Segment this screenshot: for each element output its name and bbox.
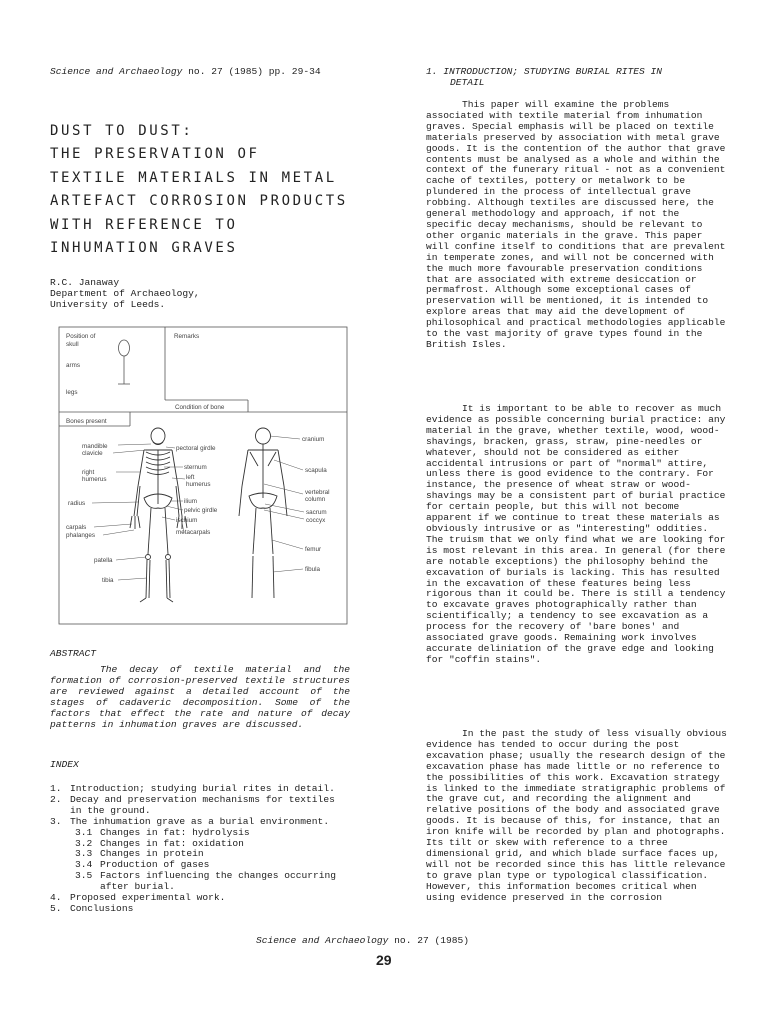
label-scapula: scapula (305, 467, 327, 474)
section-heading-line: 1. INTRODUCTION; STUDYING BURIAL RITES IN (426, 66, 663, 77)
journal-header (50, 67, 321, 78)
label-humerus: humerus (82, 476, 107, 483)
index-item: 4. Proposed experimental work. (50, 892, 226, 904)
author-block (50, 278, 380, 311)
page-footer (256, 936, 469, 947)
index-subitem: 3.5 Factors influencing the changes occurring (75, 870, 337, 882)
title-line: TEXTILE MATERIALS IN METAL (50, 169, 337, 186)
label-phalanges: phalanges (66, 532, 96, 539)
label-ilium: ilium (184, 498, 197, 505)
label-femur: femur (305, 546, 322, 553)
label-sacrum: sacrum (306, 509, 327, 516)
author-university: University of Leeds. (50, 298, 166, 310)
label-radius: radius (68, 500, 86, 507)
label-left-humerus: humerus (186, 481, 211, 488)
body-paragraph-1: This paper will examine the problems associated with textile material from inhumation graves. Special emphasis will be placed on textile materials preserved by association with metal grave goods. It is the contention of the author that grave contents must be analysed as a whole and within the context of the funerary ritual - not as a convenient cache of textiles, pottery or metalwork to be plundered in the process of intellectual grave robbing. Although textiles are discussed here, the general methodology and approach, if not the specific decay mechanisms, should be relevant to other organic materials in the grave. This paper will confine itself to conditions that are prevalent in temperate zones, and will not be concerned with the much more favourable preservation conditions that are associated with extreme desiccation or permafrost. Although some exceptional cases of preservation will be mentioned, it is intended to explore areas that may aid the development of philosophical and practical methodologies applicable to the vast majority of grave types found in the British Isles. (426, 99, 726, 350)
abstract-heading: ABSTRACT (50, 648, 97, 659)
author-department: Department of Archaeology, (50, 287, 200, 299)
title-line: ARTEFACT CORROSION PRODUCTS (50, 193, 348, 210)
label-tibia: tibia (102, 577, 114, 584)
remarks-label: Remarks (174, 333, 200, 340)
label-pelvic-girdle: pelvic girdle (184, 507, 218, 514)
index-subitem: after burial. (100, 881, 175, 893)
body-paragraph-3: In the past the study of less visually obvious evidence has tended to occur during the post excavation phase; usually the research design of the excavation phase has made little or no reference to the possibilities of this work. Excavation strategy is linked to the immediate stratigraphic problems of the grave cut, and recording the alignment and relative positions of the body and associated grave goods. It is because of this, for instance, that an iron knife will be recorded by plan and photographs. Its tilt or skew with reference to a three dimensional grid, and which blade surface faces up, will not be recorded since this has little relevance to grave plan type or typological classification. However, this information becomes critical when using evidence preserved in the corrosion (426, 728, 727, 903)
skeleton-recording-figure (58, 326, 348, 626)
footer-issue: no. 27 (1985) (388, 935, 470, 946)
index-item: 5. Conclusions (50, 902, 134, 914)
condition-of-bone-label: Condition of bone (175, 404, 225, 411)
journal-name: Science and Archaeology (50, 66, 183, 77)
label-mandible: mandible (82, 443, 108, 450)
label-right: right (82, 469, 95, 476)
position-of-skull-label-2: skull (66, 341, 79, 348)
label-clavicle: clavicle (82, 450, 103, 457)
label-fibula: fibula (305, 566, 321, 573)
index-list (50, 784, 360, 915)
label-patella: patella (94, 557, 113, 564)
back-skeleton-drawing (239, 428, 287, 598)
label-ischium: ischium (176, 517, 198, 524)
arms-label: arms (66, 362, 80, 369)
journal-issue: no. 27 (1985) pp. 29-34 (182, 66, 321, 77)
legs-label: legs (66, 389, 78, 396)
index-item: in the ground. (70, 804, 151, 816)
label-carpals: carpals (66, 524, 87, 531)
front-skeleton-drawing (130, 428, 187, 602)
index-subitem: 3.1 Changes in fat: hydrolysis (75, 826, 250, 838)
index-subitem: 3.2 Changes in fat: oxidation (75, 837, 244, 849)
title-line: WITH REFERENCE TO (50, 216, 238, 233)
index-item: 2. Decay and preservation mechanisms for textiles (50, 793, 335, 805)
author-name: R.C. Janaway (50, 277, 120, 288)
title-line: THE PRESERVATION OF (50, 146, 260, 163)
title-line: DUST TO DUST: (50, 123, 194, 139)
body-paragraph-2: It is important to be able to recover as much evidence as possible concerning burial practice: any material in the grave, whether textile, wood, wood-shavings, bracken, grass, straw, pine-needles or whatever, should not be considered as either accidental intrusions or part of "normal" attire, unless there is good evidence to the contrary. For instance, the presence of wheat straw or wood-shavings may be a consistent part of burial practice for certain people, but this will not become apparent if we continue to treat these materials as obviously intrusive or as "interesting" oddities. The truism that we only find what we are looking for is most relevant in this area. In general (for there are notable exceptions) the philosophy behind the excavation of burials is lacking. This has resulted in the excavation of these features being less rigorous than it could be. There is still a tendency to excavate graves photographically rather than scientifically; a tendency to see excavation as a process for the recovery of 'bare bones' and associated grave goods. Remaining work involves accurate deliniation of the grave edge and looking for "coffin stains". (426, 403, 726, 665)
label-column: column (305, 496, 326, 503)
label-metacarpals: metacarpals (176, 529, 211, 536)
abstract-text: The decay of textile material and the formation of corrosion-preserved textile structures are reviewed against a detailed account of the stages of cadaveric decomposition. Some of the factors that effect the rate and nature of decay patterns in inhumation graves are discussed. (50, 664, 350, 730)
bones-present-label: Bones present (66, 418, 107, 425)
index-subitem: 3.3 Changes in protein (75, 848, 204, 860)
label-cranium: cranium (302, 436, 325, 443)
index-item: 3. The inhumation grave as a burial environment. (50, 815, 330, 827)
footer-journal: Science and Archaeology (256, 935, 389, 946)
label-vertebral: vertebral (305, 489, 330, 496)
index-heading: INDEX (50, 759, 79, 770)
position-of-skull-label: Position of (66, 333, 96, 340)
label-sternum: sternum (184, 464, 207, 471)
label-coccyx: coccyx (306, 517, 326, 524)
label-pectoral-girdle: pectoral girdle (176, 445, 216, 452)
page-number: 29 (376, 952, 392, 968)
article-title (50, 120, 348, 260)
title-line: INHUMATION GRAVES (50, 240, 238, 257)
section-heading-line: DETAIL (450, 76, 485, 88)
index-subitem: 3.4 Production of gases (75, 859, 210, 871)
index-item: 1. Introduction; studying burial rites in detail. (50, 783, 335, 794)
label-left: left (186, 474, 195, 481)
section-heading (426, 67, 726, 89)
